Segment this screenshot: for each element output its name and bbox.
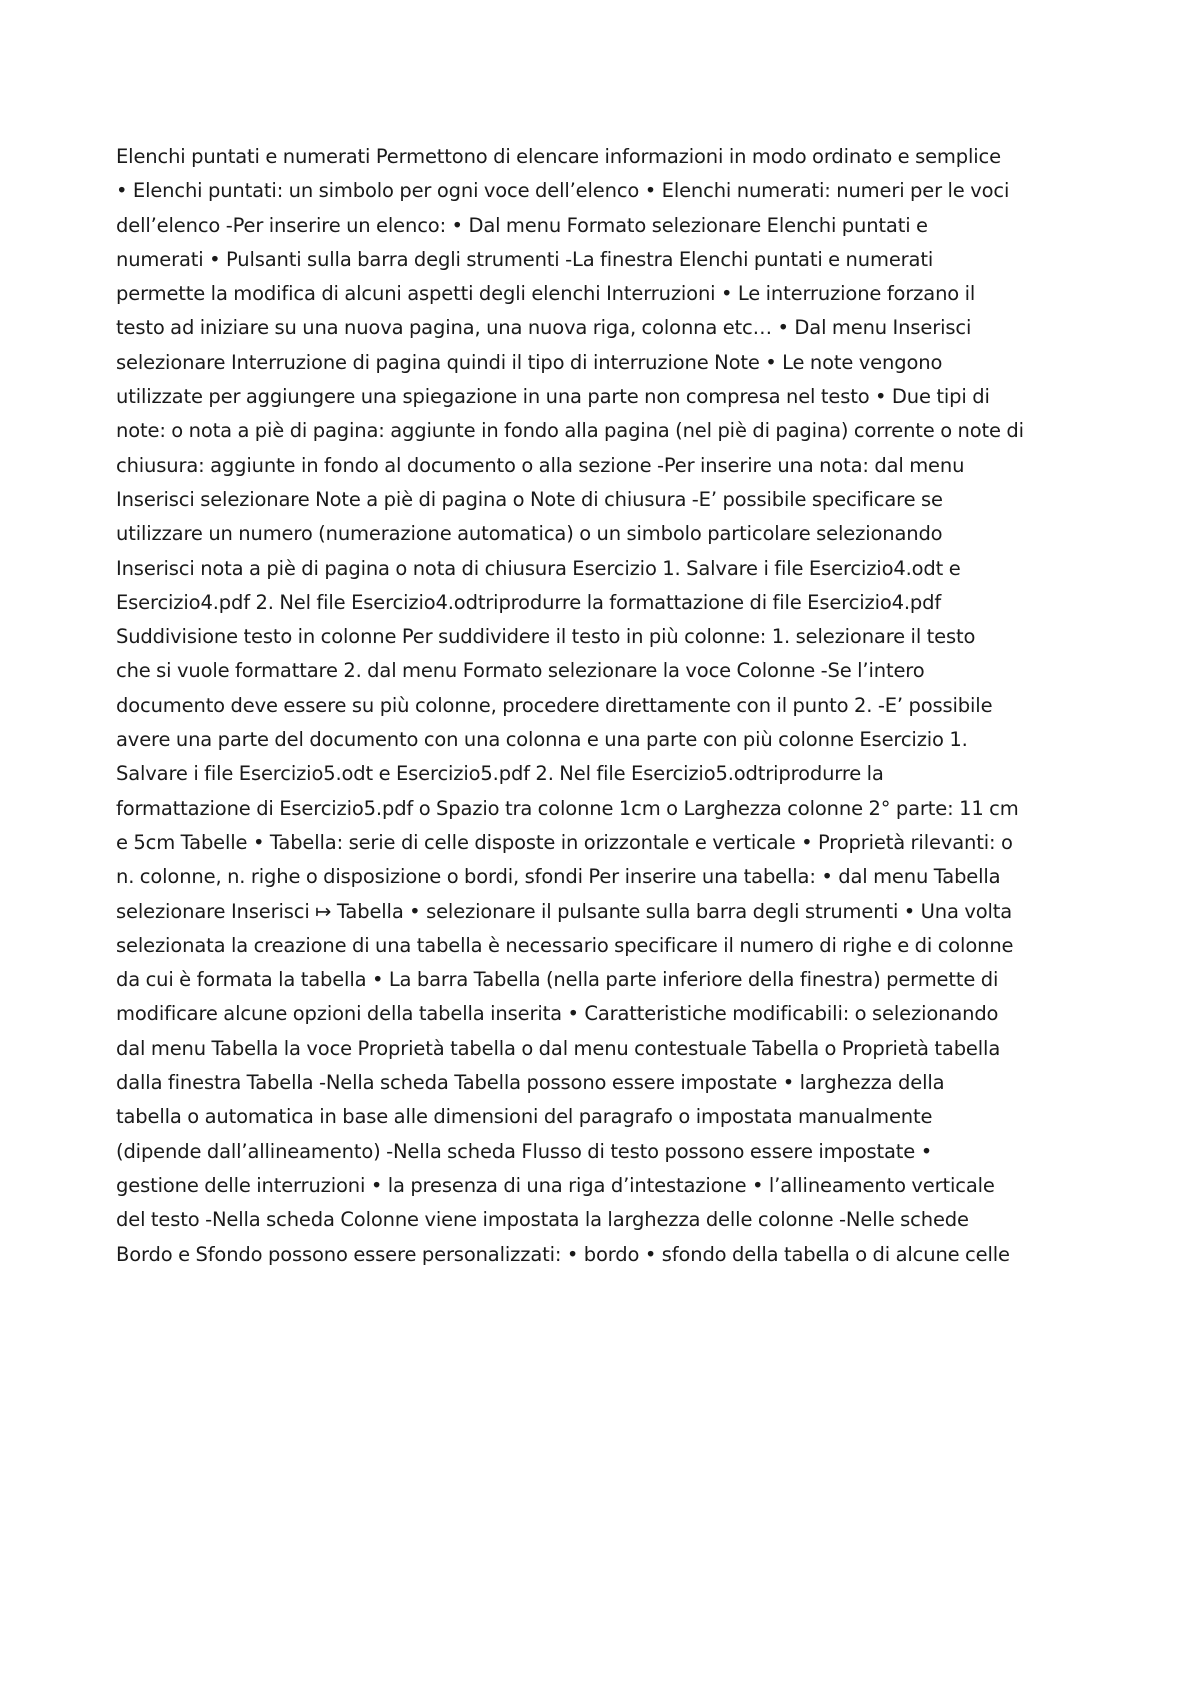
text-line: dalla finestra Tabella -Nella scheda Tabella possono essere impostate • larghezza della <box>116 1071 945 1095</box>
text-line: Suddivisione testo in colonne Per suddividere il testo in più colonne: 1. selezionare il testo <box>116 625 976 649</box>
text-line: selezionata la creazione di una tabella è necessario specificare il numero di righe e di colonne <box>116 933 1014 957</box>
text-line: utilizzate per aggiungere una spiegazione in una parte non compresa nel testo • Due tipi di <box>116 385 990 409</box>
text-line: formattazione di Esercizio5.pdf o Spazio tra colonne 1cm o Larghezza colonne 2° parte: 11 cm <box>116 796 1019 820</box>
text-line: selezionare Interruzione di pagina quindi il tipo di interruzione Note • Le note vengono <box>116 350 943 374</box>
text-line: da cui è formata la tabella • La barra Tabella (nella parte inferiore della finestra) permette di <box>116 968 999 992</box>
text-line: del testo -Nella scheda Colonne viene impostata la larghezza delle colonne -Nelle schede <box>116 1208 969 1232</box>
text-line: Elenchi puntati e numerati Permettono di elencare informazioni in modo ordinato e semplice <box>116 145 1001 168</box>
text-line: Bordo e Sfondo possono essere personalizzati: • bordo • sfondo della tabella o di alcune celle <box>116 1242 1010 1266</box>
text-line: permette la modifica di alcuni aspetti degli elenchi Interruzioni • Le interruzione forzano il <box>116 282 976 306</box>
text-line: • Elenchi puntati: un simbolo per ogni voce dell’elenco • Elenchi numerati: numeri per le voci <box>116 179 1010 203</box>
text-line: chiusura: aggiunte in fondo al documento o alla sezione -Per inserire una nota: dal menu <box>116 453 965 477</box>
body-text <box>116 140 1096 1272</box>
text-line: avere una parte del documento con una colonna e una parte con più colonne Esercizio 1. <box>116 728 968 752</box>
text-line: utilizzare un numero (numerazione automatica) o un simbolo particolare selezionando <box>116 522 943 546</box>
text-line: documento deve essere su più colonne, procedere direttamente con il punto 2. -E’ possibile <box>116 693 993 717</box>
text-line: tabella o automatica in base alle dimensioni del paragrafo o impostata manualmente <box>116 1105 933 1129</box>
text-line: n. colonne, n. righe o disposizione o bordi, sfondi Per inserire una tabella: • dal menu Tabella <box>116 865 1001 889</box>
text-line: numerati • Pulsanti sulla barra degli strumenti -La finestra Elenchi puntati e numerati <box>116 247 934 271</box>
text-line: modificare alcune opzioni della tabella inserita • Caratteristiche modificabili: o selezionando <box>116 1002 999 1026</box>
text-line: selezionare Inserisci ↦ Tabella • selezionare il pulsante sulla barra degli strumenti • Una volta <box>116 899 1013 923</box>
text-line: che si vuole formattare 2. dal menu Formato selezionare la voce Colonne -Se l’intero <box>116 659 925 683</box>
text-line: dal menu Tabella la voce Proprietà tabella o dal menu contestuale Tabella o Proprietà tabella <box>116 1036 1001 1060</box>
text-line: dell’elenco -Per inserire un elenco: • Dal menu Formato selezionare Elenchi puntati e <box>116 213 928 237</box>
text-line: e 5cm Tabelle • Tabella: serie di celle disposte in orizzontale e verticale • Proprietà rilevanti: o <box>116 830 1013 854</box>
text-line: Inserisci selezionare Note a piè di pagina o Note di chiusura -E’ possibile specificare se <box>116 487 943 511</box>
text-line: note: o nota a piè di pagina: aggiunte in fondo alla pagina (nel piè di pagina) corrente o note di <box>116 419 1024 443</box>
text-line: (dipende dall’allineamento) -Nella scheda Flusso di testo possono essere impostate • <box>116 1139 933 1163</box>
text-line: gestione delle interruzioni • la presenza di una riga d’intestazione • l’allineamento verticale <box>116 1173 995 1197</box>
text-line: Inserisci nota a piè di pagina o nota di chiusura Esercizio 1. Salvare i file Esercizio4.odt e <box>116 556 961 580</box>
text-line: testo ad iniziare su una nuova pagina, una nuova riga, colonna etc… • Dal menu Inserisci <box>116 316 972 340</box>
text-line: Salvare i file Esercizio5.odt e Esercizio5.pdf 2. Nel file Esercizio5.odtriprodurre la <box>116 762 884 786</box>
text-line: Esercizio4.pdf 2. Nel file Esercizio4.odtriprodurre la formattazione di file Esercizio4.pdf <box>116 590 942 614</box>
